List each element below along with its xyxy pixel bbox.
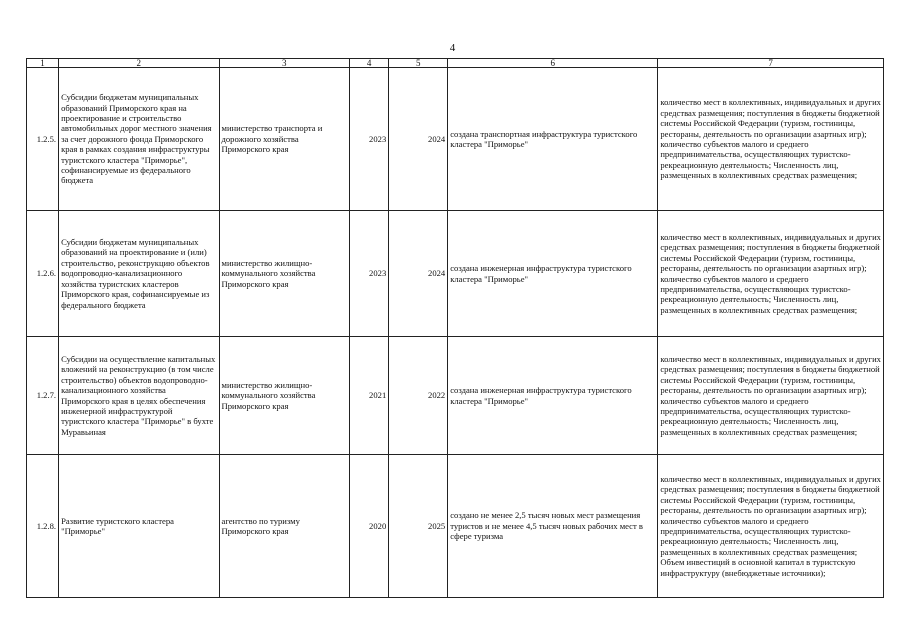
expected-result: создана инженерная инфраструктура туристского кластера "Приморье": [448, 337, 658, 455]
expected-result: создана транспортная инфраструктура туристского кластера "Приморье": [448, 68, 658, 211]
column-header: 3: [219, 59, 349, 68]
table-row: [27, 68, 884, 211]
table-row: [27, 211, 884, 337]
end-year: 2025: [389, 455, 448, 598]
responsible-executor: министерство жилищно-коммунального хозяйства Приморского края: [219, 337, 349, 455]
table-header-row: [27, 59, 884, 68]
responsible-executor: министерство транспорта и дорожного хозяйства Приморского края: [219, 68, 349, 211]
start-year: 2023: [349, 68, 388, 211]
column-header: 7: [658, 59, 884, 68]
indicators: количество мест в коллективных, индивидуальных и других средствах размещения; поступления в бюджеты бюджетной системы Российской Федерации (туризм, гостиницы, рестораны, деятельность по организации азартных игр); количество субъектов малого и среднего предпринимательства, осуществляющих туристско-рекреационную деятельность; Численность лиц, размещенных в коллективных средствах размещения;: [658, 211, 884, 337]
row-number: 1.2.8.: [27, 455, 59, 598]
start-year: 2020: [349, 455, 388, 598]
end-year: 2024: [389, 68, 448, 211]
page-number: 4: [449, 42, 456, 54]
column-header: 4: [349, 59, 388, 68]
expected-result: создано не менее 2,5 тысяч новых мест размещения туристов и не менее 4,5 тысяч новых рабочих мест в сфере туризма: [448, 455, 658, 598]
responsible-executor: агентство по туризму Приморского края: [219, 455, 349, 598]
column-header: 6: [448, 59, 658, 68]
indicators: количество мест в коллективных, индивидуальных и других средствах размещения; поступления в бюджеты бюджетной системы Российской Федерации (туризм, гостиницы, рестораны, деятельность по организации азартных игр); количество субъектов малого и среднего предпринимательства, осуществляющих туристско-рекреационную деятельность; Численность лиц, размещенных в коллективных средствах размещения;: [658, 68, 884, 211]
responsible-executor: министерство жилищно-коммунального хозяйства Приморского края: [219, 211, 349, 337]
column-header: 5: [389, 59, 448, 68]
column-header: 1: [27, 59, 59, 68]
indicators: количество мест в коллективных, индивидуальных и других средствах размещения; поступления в бюджеты бюджетной системы Российской Федерации (туризм, гостиницы, рестораны, деятельность по организации азартных игр); количество субъектов малого и среднего предпринимательства, осуществляющих туристско-рекреационную деятельность; Численность лиц, размещенных в коллективных средствах размещения; Объем инвестиций в основной капитал в туристскую инфраструктуру (внебюджетные источники);: [658, 455, 884, 598]
end-year: 2024: [389, 211, 448, 337]
row-number: 1.2.6.: [27, 211, 59, 337]
end-year: 2022: [389, 337, 448, 455]
table-row: [27, 455, 884, 598]
start-year: 2023: [349, 211, 388, 337]
expected-result: создана инженерная инфраструктура туристского кластера "Приморье": [448, 211, 658, 337]
program-table: [26, 58, 884, 598]
measure-name: Субсидии бюджетам муниципальных образований Приморского края на проектирование и строительство автомобильных дорог местного значения за счет дорожного фонда Приморского края в рамках создания инфраструктуры туристского кластера "Приморье", софинансируемые из федерального бюджета: [59, 68, 219, 211]
measure-name: Развитие туристского кластера "Приморье": [59, 455, 219, 598]
start-year: 2021: [349, 337, 388, 455]
measure-name: Субсидии на осуществление капитальных вложений на реконструкцию (в том числе строительство) объектов водопроводно-канализационного хозяйства Приморского края в целях обеспечения инженерной инфраструктурой туристского кластера "Приморье" в бухте Муравьиная: [59, 337, 219, 455]
indicators: количество мест в коллективных, индивидуальных и других средствах размещения; поступления в бюджеты бюджетной системы Российской Федерации (туризм, гостиницы, рестораны, деятельность по организации азартных игр); количество субъектов малого и среднего предпринимательства, осуществляющих туристско-рекреационную деятельность; Численность лиц, размещенных в коллективных средствах размещения;: [658, 337, 884, 455]
column-header: 2: [59, 59, 219, 68]
measure-name: Субсидии бюджетам муниципальных образований на проектирование и (или) строительство, реконструкцию объектов водопроводно-канализационного хозяйства туристских кластеров Приморского края, софинансируемые из федерального бюджета: [59, 211, 219, 337]
row-number: 1.2.7.: [27, 337, 59, 455]
row-number: 1.2.5.: [27, 68, 59, 211]
table-row: [27, 337, 884, 455]
